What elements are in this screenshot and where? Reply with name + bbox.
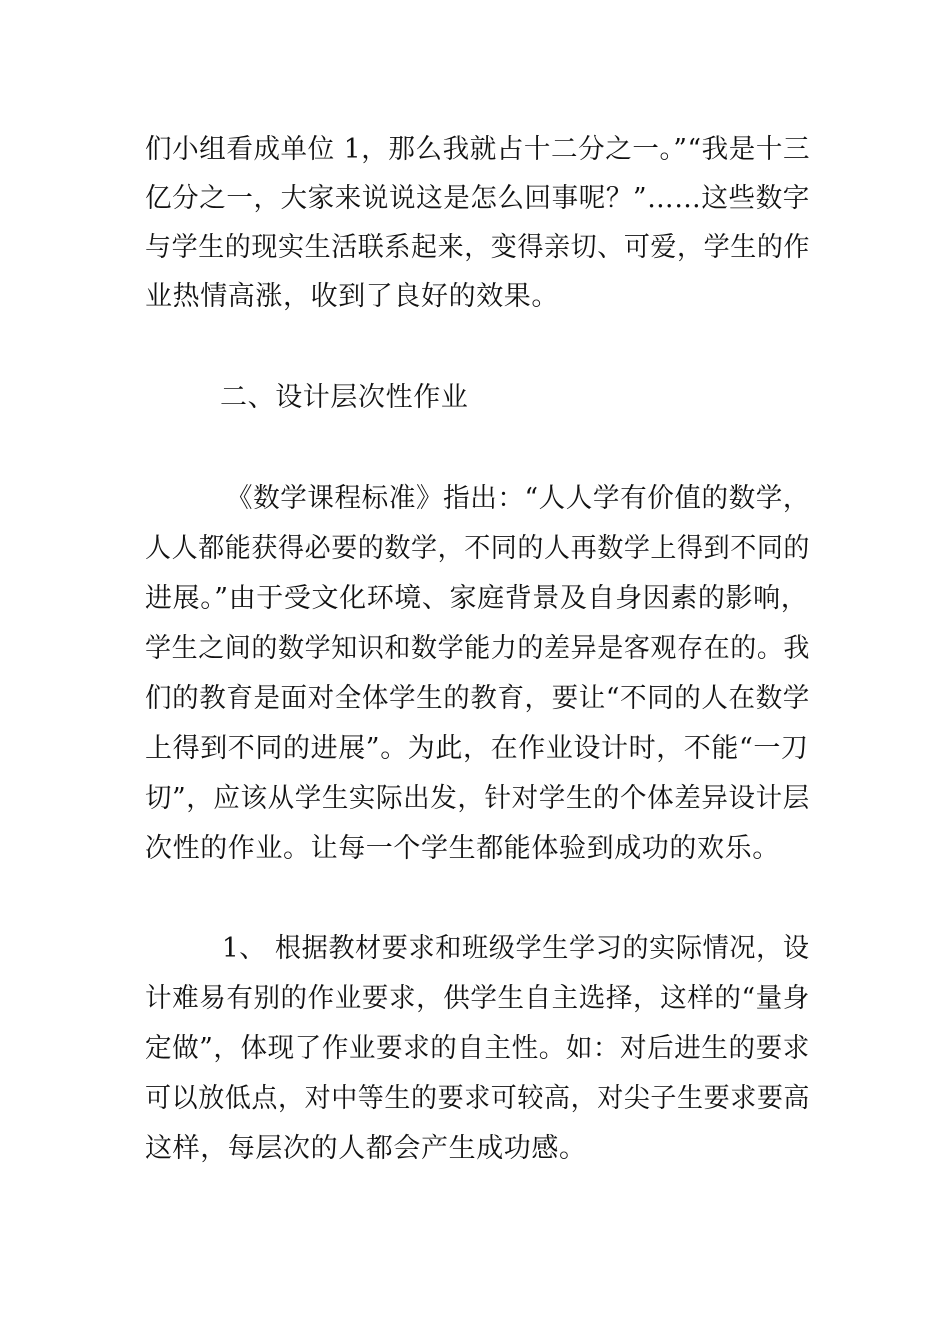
text-line: 亿分之一，大家来说说这是怎么回事呢？”……这些数字: [145, 183, 810, 214]
text-line: 们的教育是面对全体学生的教育，要让“不同的人在数学: [145, 683, 810, 714]
text-line: 进展。”由于受文化环境、家庭背景及自身因素的影响，: [145, 583, 809, 614]
text-line: 次性的作业。让每一个学生都能体验到成功的欢乐。: [145, 833, 780, 864]
text-line: 这样，每层次的人都会产生成功感。: [145, 1133, 587, 1164]
text-line: 业热情高涨，收到了良好的效果。: [145, 281, 559, 312]
text-line: 1、 根据教材要求和班级学生学习的实际情况，设: [222, 933, 810, 964]
text-line: 与学生的现实生活联系起来，变得亲切、可爱，学生的作: [145, 232, 811, 263]
text-line: 们小组看成单位 1，那么我就占十二分之一。”“我是十三: [145, 134, 811, 165]
text-line: 《数学课程标准》指出：“人人学有价值的数学，: [226, 483, 811, 514]
text-line: 上得到不同的进展”。为此，在作业设计时，不能“一刀: [145, 733, 809, 764]
text-line: 学生之间的数学知识和数学能力的差异是客观存在的。我: [145, 633, 811, 664]
text-line: 切”，应该从学生实际出发，针对学生的个体差异设计层: [145, 783, 810, 814]
text-line: 人人都能获得必要的数学，不同的人再数学上得到不同的: [145, 533, 811, 564]
text-line: 定做”，体现了作业要求的自主性。如：对后进生的要求: [145, 1033, 810, 1064]
text-line: 可以放低点，对中等生的要求可较高，对尖子生要求要高: [145, 1083, 811, 1114]
section-heading: 二、设计层次性作业: [220, 382, 469, 413]
text-line: 计难易有别的作业要求，供学生自主选择，这样的“量身: [145, 983, 810, 1014]
